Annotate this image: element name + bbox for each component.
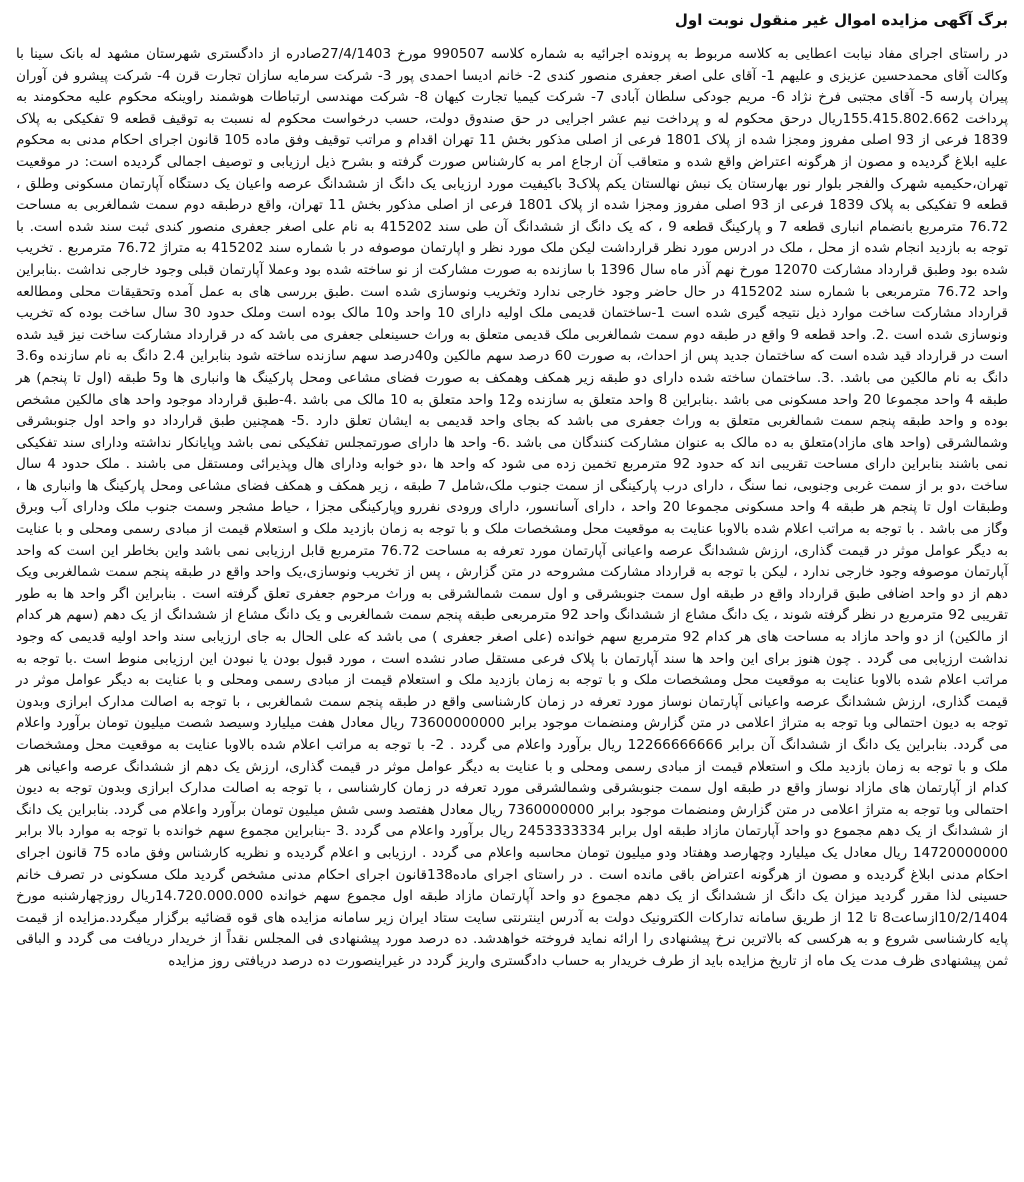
notice-body-text: در راستای اجرای مفاد نیابت اعطایی به کلاسه مربوط به پرونده اجرائیه به شماره کلاسه 990507 مورخ 27/4/1403صادره از دادگستری شهرستان مشهد له بانک سینا با وکالت آقای محمدحسین عزیزی و علیهم 1- آقای علی اصغر جعفری منصور کندی 2- خانم ادیسا احمدی پور 3- شرکت سرمایه سازان تجارت قرن 4- شرکت پیشرو فن آوران پیران پارسه 5- آقای مجتبی فرخ نژاد 6- مریم جودکی سلطان آبادی 7- شرکت کیمیا تجارت کیهان 8- شرکت مهندسی ارتباطات هوشمند راوینکه محکوم علیه محکومند به پرداخت 155.415.802.662ریال درحق محکوم له و پرداخت نیم عشر اجرایی در حق صندوق دولت، حسب درخواست محکوم له نسبت به توقیف قطعه 9 تفکیکی به پلاک 1839 فرعی از 93 اصلی مفروز ومجزا شده از پلاک 1801 فرعی از اصلی مذکور بخش 11 تهران اقدام و مراتب توقیف وفق ماده 105 قانون اجرای احکام مدنی به محکوم علیه ابلاغ گردیده و مصون از هرگونه اعتراض واقع شده و متعاقب آن ارجاع امر به کارشناس صورت گرفته و بشرح ذیل ارزیابی و توصیف اجمالی گردیده است: در موقعیت تهران،حکیمیه شهرک والفجر بلوار نور بهارستان یک نبش نهالستان یکم پلاک3 باکیفیت مورد ارزیابی یک دانگ از ششدانگ عرصه واعیان یک دستگاه آپارتمان مسکونی وطلق ، قطعه 9 تفکیکی به پلاک 1839 فرعی از 93 اصلی مفروز ومجزا شده از پلاک 1801 فرعی از اصلی مذکور بخش 11 تهران، واقع درطبقه دوم سمت شمالغربی به مساحت 76.72 مترمربع بانضمام انباری قطعه 7 و پارکینگ قطعه 9 ، که یک دانگ از ششدانگ آن طی سند 415202 به نام علی اصغر جعفری منصور کندی ثبت سند شده است. با توجه به بازدید انجام شده از محل ، ملک در ادرس مورد نظر قرارداشت لیکن ملک مورد نظر و اپارتمان موصوفه در با شماره سند 415202 به متراژ 76.72 مترمربع . تخریب شده بود وطبق قرارداد مشارکت 12070 مورخ نهم آذر ماه سال 1396 با سازنده به صورت مشارکت از نو ساخته شده بود وعملا آپارتمان قبلی وجود خارجی نداشت .بنابراین واحد 76.72 مترمربعی با شماره سند 415202 در حال حاضر وجود خارجی ندارد وتخریب ونوسازی شده است .طبق بررسی های به عمل آمده وتحقیقات محلی ومطالعه قرارداد مشارکت ساخت موارد ذیل نتیجه گیری شده است 1-ساختمان قدیمی ملک اولیه دارای 10 واحد و10 مالک بوده است وملک حدود 30 سال ساخت بوده که تخریب ونوسازی شده است .2. واحد قطعه 9 واقع در طبقه دوم سمت شمالغربی ملک قدیمی متعلق به وراث حسینعلی جعفری می باشد که در قرارداد مشارکت ساخت نیز قید شده است در قرارداد قید شده است که ساختمان جدید پس از احداث، به صورت 60 درصد سهم مالکین و40درصد سهم سازنده ساخته شود بنابراین 2.4 دانگ به نام سازنده و3.6 دانگ به نام مالکین می باشد. .3. ساختمان ساخته شده دارای دو طبقه زیر همکف وهمکف به صورت فضای مشاعی ومحل پارکینگ ها وانباری ها و5 طبقه (اول تا پنجم) هر طبقه 4 واحد مجموعا 20 واحد مسکونی می باشد .بنابراین 8 واحد متعلق به سازنده و12 واحد متعلق به 10 مالک می باشد .4-طبق قرارداد موجود واحد های مالکین مشخص بوده و واحد طبقه پنجم سمت شمالغربی متعلق به وراث جعفری می باشد که بجای واحد قدیمی به ایشان تعلق دارد .5- همچنین طبق قرارداد دو واحد اول جنوبشرقی وشمالشرقی (واحد های مازاد)متعلق به ده مالک به عنوان مشارکت کنندگان می باشد .6- واحد ها دارای صورتمجلس تفکیکی نمی باشد وپایانکار نداشته ودارای سند تفکیکی نمی باشند بنابراین دارای مساحت تقریبی اند که حدود 92 مترمربع تخمین زده می شود که واحد ها ،دو خوابه ودارای هال وپذیرائی ومستقل می باشند . ملک حدود 4 سال ساخت ،دو بر از سمت غربی وجنوبی، نما سنگ ، دارای درب پارکینگی از سمت جنوب ملک،شامل 7 طبقه ، زیر همکف و همکف فضای مشاعی ومحل پارکینگ ها وانباری ها ، وطبقات اول تا پنجم هر طبقه 4 واحد مسکونی مجموعا 20 واحد ، دارای آسانسور، دارای ورودی نفررو وپارکینگی مجزا ، حیاط مشجر وسمت جنوب ملک ودارای آب وبرق وگاز می باشد . با توجه به مراتب اعلام شده بالاوبا عنایت به موقعیت محل ومشخصات ملک و با توجه به زمان بازدید ملک و استعلام قیمت از مبادی رسمی ومحلی و با عنایت به دیگر عوامل موثر در قیمت گذاری، ارزش ششدانگ عرصه واعیانی آپارتمان مورد تعرفه به مساحت 76.72 مترمربع قابل ارزیابی نمی باشد واین بخاطر این است که واحد آپارتمان موصوفه وجود خارجی ندارد ، لیکن با توجه به قرارداد مشارکت مشروحه در متن گزارش ، پس از تخریب ونوسازی،یک واحد واقع در طبقه پنجم سمت شمالغربی ویک دهم از دو واحد اضافی طبق قرارداد واقع در طبقه اول سمت جنوبشرقی و اول سمت شمالشرقی به وراث مرحوم جعفری تعلق گرفته است . بنابراین اگر واحد ها به طور تقریبی 92 مترمربع در نظر گرفته شوند ، یک دانگ مشاع از ششدانگ واحد 92 مترمربعی طبقه پنجم سمت شمالغربی و یک دانگ مشاع از ششدانگ از یک دهم (سهم هر کدام از مالکین) از دو واحد مازاد به مساحت های هر کدام 92 مترمربع سهم خوانده (علی اصغر جعفری ) می باشد که علی الحال به جای ارزیابی سند واحد اولیه قدیمی که وجود نداشت ارزیابی می گردد . چون هنوز برای این واحد ها سند آپارتمان با پلاک فرعی مستقل صادر نشده است ، مورد قبول بودن یا نبودن این ارزیابی منوط است .با توجه به مراتب اعلام شده بالاوبا عنایت به موقعیت محل ومشخصات ملک و با توجه به زمان بازدید ملک و استعلام قیمت از مبادی رسمی ومحلی و با عنایت به دیگر عوامل موثر در قیمت گذاری، ارزش ششدانگ عرصه واعیانی آپارتمان نوساز مورد تعرفه در زمان کارشناسی واقع در طبقه پنجم سمت شمالغربی ، با توجه به اصالت مدارک ابرازی وبدون توجه به دیون احتمالی وبا توجه به متراژ اعلامی در متن گزارش ومنضمات موجود برابر 73600000000 ریال معادل هفت میلیارد وسیصد شصت میلیون تومان برآورد واعلام می گردد. بنابراین یک دانگ از ششدانگ آن برابر 12266666666 ریال برآورد واعلام می گردد . 2- با توجه به مراتب اعلام شده بالاوبا عنایت به موقعیت محل ومشخصات ملک و با توجه به زمان بازدید ملک و استعلام قیمت از مبادی رسمی ومحلی و با عنایت به دیگر عوامل موثر در قیمت گذاری، ارزش یک دهم از ششدانگ عرصه واعیانی هر کدام از آپارتمان های مازاد نوساز واقع در طبقه اول سمت جنوبشرقی وشمالشرقی مورد تعرفه در زمان کارشناسی ، با توجه به اصالت مدارک ابرازی وبدون توجه به دیون احتمالی وبا توجه به متراژ اعلامی در متن گزارش ومنضمات موجود برابر 7360000000 ریال معادل هفتصد وسی شش میلیون تومان برآورد واعلام می گردد. بنابراین یک دانگ از ششدانگ از یک دهم مجموع دو واحد آپارتمان مازاد طبقه اول برابر 2453333334 ریال برآورد واعلام می گردد .3 -بنابراین مجموع سهم خوانده با توجه به موارد بالا برابر 14720000000 ریال معادل یک میلیارد وچهارصد وهفتاد ودو میلیون تومان محاسبه واعلام می گردد . ارزیابی و اعلام گردیده و نظریه کارشناس وفق ماده 75 قانون اجرای احکام مدنی ابلاغ گردیده و مصون از هرگونه اعتراض باقی مانده است . در راستای اجرای ماده138قانون اجرای احکام مدنی مشخص گردید ملک مسکونی در تصرف خانم حسینی لذا مقرر گردید میزان یک دانگ از ششدانگ از یک دهم مجموع دو واحد آپارتمان مازاد طبقه اول مجموع سهم خوانده 14.720.000.000ریال روزچهارشنبه مورخ 10/2/1404ازساعت8 تا 12 از طریق سامانه تدارکات الکترونیک دولت به آدرس اینترنتی سایت ستاد ایران زیر سامانه مزایده های قوه قضائیه برگزار میگردد.مزایده از قیمت پایه کارشناسی شروع و به هرکسی که بالاترین نرخ پیشنهادی را ارائه نماید فروخته خواهدشد. ده درصد مورد پیشنهادی فی المجلس نقداً از خریدار دریافت می گردد و الباقی ثمن پیشنهادی ظرف مدت یک ماه از تاریخ مزایده باید از طرف خریدار به حساب دادگستری واریز گردد در غیراینصورت ده درصد دریافتی روز مزایده [16, 46, 1009, 969]
auction-notice-page [16, 8, 1008, 1174]
notice-title: برگ آگهی مزایده اموال غیر منقول نوبت اول [674, 11, 1008, 29]
